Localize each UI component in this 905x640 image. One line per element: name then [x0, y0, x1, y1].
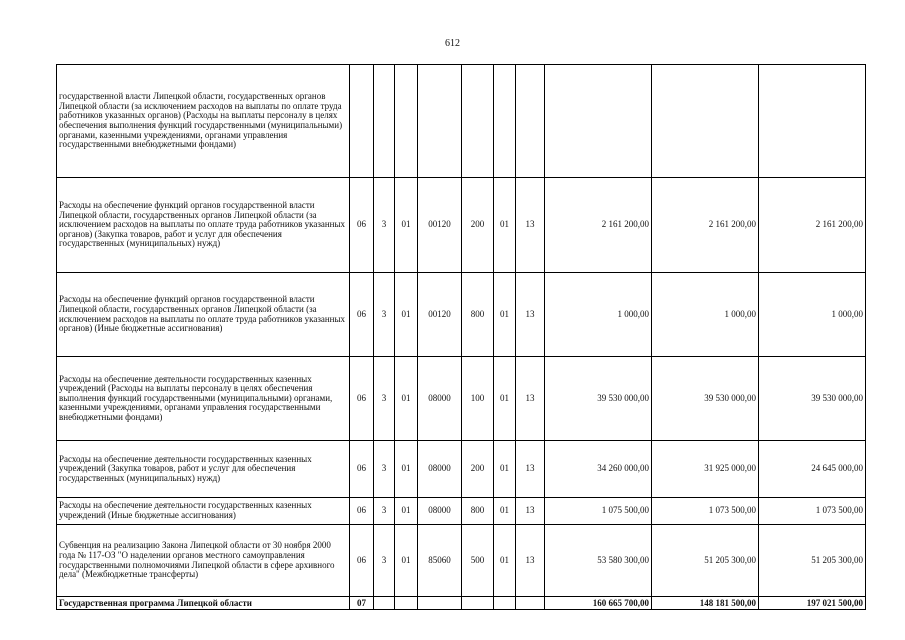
- subprogram-code: 3: [374, 498, 395, 525]
- section-code: [494, 597, 516, 610]
- section-code: 01: [494, 441, 516, 498]
- program-code: 06: [350, 498, 374, 525]
- subprogram-code: [374, 65, 395, 178]
- expense-type-code: [462, 65, 494, 178]
- subsection-code: 13: [516, 178, 545, 273]
- row-description: Государственная программа Липецкой области: [57, 597, 350, 610]
- section-code: 01: [494, 357, 516, 441]
- expense-direction-code: 08000: [418, 441, 462, 498]
- row-description: Расходы на обеспечение деятельности государственных казенных учреждений (Закупка товаров, работ и услуг для обеспечения государственных (муниципальных) нужд): [57, 441, 350, 498]
- amount-year-3: 24 645 000,00: [759, 441, 866, 498]
- main-activity-code: 01: [395, 357, 418, 441]
- amount-year-1: 53 580 300,00: [545, 525, 652, 597]
- subprogram-code: 3: [374, 178, 395, 273]
- page-number: 612: [445, 38, 460, 49]
- section-code: 01: [494, 498, 516, 525]
- expense-type-code: 800: [462, 498, 494, 525]
- amount-year-2: [652, 65, 759, 178]
- row-description: Расходы на обеспечение деятельности государственных казенных учреждений (Расходы на выплаты персоналу в целях обеспечения выполнения функций государственными (муниципальными) органами, казенными учреждениями, органами управления государственными внебюджетными фондами): [57, 357, 350, 441]
- expense-direction-code: [418, 65, 462, 178]
- amount-year-2: 39 530 000,00: [652, 357, 759, 441]
- expense-type-code: 200: [462, 441, 494, 498]
- subprogram-code: [374, 597, 395, 610]
- row-description: Субвенция на реализацию Закона Липецкой области от 30 ноября 2000 года № 117-ОЗ "О наделении органов местного самоуправления государственными полномочиями Липецкой области в сфере архивного дела" (Межбюджетные трансферты): [57, 525, 350, 597]
- table-row: [57, 178, 866, 273]
- program-code: 06: [350, 441, 374, 498]
- main-activity-code: 01: [395, 525, 418, 597]
- expense-type-code: 800: [462, 273, 494, 357]
- table-row: [57, 441, 866, 498]
- section-code: 01: [494, 273, 516, 357]
- amount-year-2: 1 000,00: [652, 273, 759, 357]
- table-row: [57, 357, 866, 441]
- subsection-code: [516, 597, 545, 610]
- row-description: Расходы на обеспечение функций органов государственной власти Липецкой области, государственных органов Липецкой области (за исключением расходов на выплаты по оплате труда работников указанных органов) (Иные бюджетные ассигнования): [57, 273, 350, 357]
- amount-year-3: 1 000,00: [759, 273, 866, 357]
- amount-year-3: 1 073 500,00: [759, 498, 866, 525]
- amount-year-2: 31 925 000,00: [652, 441, 759, 498]
- amount-year-1: 1 075 500,00: [545, 498, 652, 525]
- amount-year-3: 2 161 200,00: [759, 178, 866, 273]
- subsection-code: 13: [516, 525, 545, 597]
- amount-year-3: 197 021 500,00: [759, 597, 866, 610]
- program-code: 06: [350, 525, 374, 597]
- main-activity-code: [395, 597, 418, 610]
- main-activity-code: 01: [395, 498, 418, 525]
- expense-type-code: 500: [462, 525, 494, 597]
- expense-direction-code: 08000: [418, 357, 462, 441]
- row-description: государственной власти Липецкой области, государственных органов Липецкой области (за исключением расходов на выплаты по оплате труда работников указанных органов) (Расходы на выплаты персоналу в целях обеспечения выполнения функций государственными (муниципальными) органами, казенными учреждениями, органами управления государственными внебюджетными фондами): [57, 65, 350, 178]
- program-code: [350, 65, 374, 178]
- program-code: 07: [350, 597, 374, 610]
- subprogram-code: 3: [374, 441, 395, 498]
- subsection-code: 13: [516, 498, 545, 525]
- section-code: 01: [494, 178, 516, 273]
- table-row: [57, 525, 866, 597]
- main-activity-code: 01: [395, 273, 418, 357]
- expense-direction-code: 85060: [418, 525, 462, 597]
- subprogram-code: 3: [374, 357, 395, 441]
- table-row: [57, 498, 866, 525]
- expense-direction-code: [418, 597, 462, 610]
- program-code: 06: [350, 357, 374, 441]
- amount-year-1: 160 665 700,00: [545, 597, 652, 610]
- amount-year-3: 39 530 000,00: [759, 357, 866, 441]
- expense-type-code: 100: [462, 357, 494, 441]
- expense-type-code: 200: [462, 178, 494, 273]
- table-row: [57, 273, 866, 357]
- amount-year-1: [545, 65, 652, 178]
- subsection-code: [516, 65, 545, 178]
- amount-year-1: 39 530 000,00: [545, 357, 652, 441]
- amount-year-1: 34 260 000,00: [545, 441, 652, 498]
- section-code: 01: [494, 525, 516, 597]
- subprogram-code: 3: [374, 273, 395, 357]
- budget-table: [56, 64, 866, 610]
- amount-year-3: [759, 65, 866, 178]
- row-description: Расходы на обеспечение деятельности государственных казенных учреждений (Иные бюджетные ассигнования): [57, 498, 350, 525]
- expense-direction-code: 08000: [418, 498, 462, 525]
- amount-year-3: 51 205 300,00: [759, 525, 866, 597]
- main-activity-code: 01: [395, 178, 418, 273]
- row-description: Расходы на обеспечение функций органов государственной власти Липецкой области, государственных органов Липецкой области (за исключением расходов на выплаты по оплате труда работников указанных органов) (Закупка товаров, работ и услуг для обеспечения государственных (муниципальных) нужд): [57, 178, 350, 273]
- amount-year-1: 2 161 200,00: [545, 178, 652, 273]
- amount-year-2: 51 205 300,00: [652, 525, 759, 597]
- amount-year-1: 1 000,00: [545, 273, 652, 357]
- expense-type-code: [462, 597, 494, 610]
- program-code: 06: [350, 178, 374, 273]
- expense-direction-code: 00120: [418, 178, 462, 273]
- main-activity-code: 01: [395, 441, 418, 498]
- amount-year-2: 2 161 200,00: [652, 178, 759, 273]
- main-activity-code: [395, 65, 418, 178]
- subsection-code: 13: [516, 273, 545, 357]
- subsection-code: 13: [516, 357, 545, 441]
- table-row: [57, 65, 866, 178]
- amount-year-2: 148 181 500,00: [652, 597, 759, 610]
- total-row: [57, 597, 866, 610]
- expense-direction-code: 00120: [418, 273, 462, 357]
- program-code: 06: [350, 273, 374, 357]
- amount-year-2: 1 073 500,00: [652, 498, 759, 525]
- subsection-code: 13: [516, 441, 545, 498]
- section-code: [494, 65, 516, 178]
- subprogram-code: 3: [374, 525, 395, 597]
